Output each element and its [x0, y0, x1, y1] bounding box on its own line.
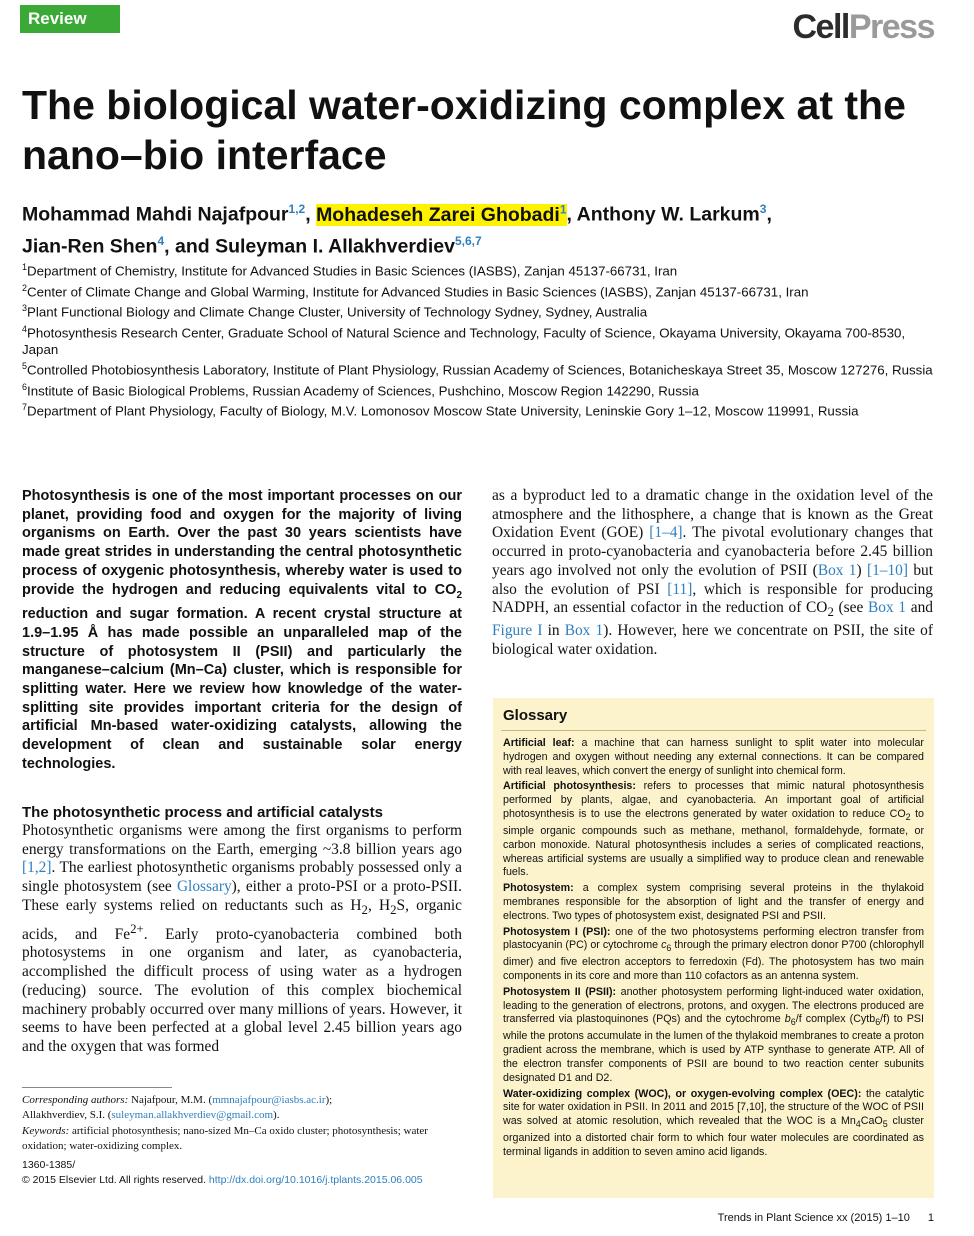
- affil-text: Department of Plant Physiology, Faculty of Biology, M.V. Lomonosov Moscow State University, Leninskie Gory 1–12, Moscow 119991, Russia: [27, 403, 859, 419]
- footnotes: [22, 1093, 467, 1154]
- italic-symbol: b: [784, 1013, 791, 1026]
- logo-press-text: Press: [848, 8, 934, 46]
- glossary-definition: one of the two photosystems performing electron transfer from plastocyanin (PC) or cytochrome: [503, 925, 925, 952]
- abstract: [22, 487, 462, 773]
- glossary-entry: [503, 780, 924, 880]
- glossary-term: Water-oxidizing complex (WOC), or oxygen-evolving complex (OEC):: [503, 1087, 862, 1100]
- body-text: in: [542, 622, 565, 639]
- abstract-text: reduction and sugar formation. A recent crystal structure at 1.9–1.95 Å has made possible an unparalleled map of the structure of photosystem II (PSII) and particularly the manganese–calcium (Mn–Ca) cluster, which is responsible for splitting water. Here we review how knowledge of the water-splitting site provides important criteria for the design of artificial Mn-based water-oxidizing catalysts, allowing the development of clean and sustainable solar energy technologies.: [22, 606, 462, 772]
- cellpress-logo: [793, 8, 935, 47]
- italic-symbol: c: [661, 939, 667, 952]
- body-text: . The earliest photosynthetic organisms probably possessed only a single photosystem (see: [22, 859, 462, 896]
- footnote-divider: [22, 1087, 172, 1088]
- affil-text: Center of Climate Change and Global Warming, Institute for Advanced Studies in Basic Sciences (IASBS), Zanjan 45137-66731, Iran: [27, 283, 809, 299]
- citation-link[interactable]: [1–10]: [866, 561, 909, 579]
- badge-label: Review: [28, 9, 87, 28]
- superscript: 2+: [130, 921, 144, 936]
- glossary-term: Artificial photosynthesis:: [503, 780, 636, 793]
- figure-link[interactable]: Figure I: [492, 622, 543, 639]
- glossary-term: Artificial leaf:: [503, 737, 575, 749]
- subscript: 2: [456, 589, 462, 601]
- affil-num: 4: [22, 323, 28, 334]
- glossary-term: Photosystem II (PSII):: [503, 985, 617, 998]
- email-link[interactable]: mmnajafpour@iasbs.ac.ir: [212, 1094, 326, 1106]
- subscript: 4: [855, 1119, 861, 1130]
- body-text: . Early proto-cyanobacteria combined both photosystems in one organism and later, as cyanobacteria, accomplished the difficult process of using water as a hydrogen (reducing) source. The evolution of this complex biochemical machinery probably occurred over many millions of years. However, it seems to have been perfected at a global level 2.45 billion years ago and the oxygen that was formed: [22, 925, 462, 1055]
- affil-num: 3: [22, 303, 28, 314]
- box-link[interactable]: Box 1: [564, 622, 604, 639]
- glossary-entry: [503, 737, 924, 778]
- page-number: 1: [927, 1212, 934, 1224]
- body-text: (see: [833, 599, 869, 617]
- subscript: 2: [827, 605, 834, 620]
- body-text: S, organic acids, and Fe: [22, 896, 462, 943]
- copyright-line: [22, 1173, 423, 1188]
- affiliation-item: [22, 399, 942, 420]
- issn: 1360-1385/: [22, 1159, 76, 1171]
- publication-info: [22, 1158, 423, 1188]
- glossary-definition: a complex system comprising several proteins in the thylakoid membranes responsible for the absorption of light and the transfer of energy and electrons. Two types of photosystem exist, designated PSI and PSII.: [503, 882, 924, 922]
- author-sep: ,: [566, 203, 577, 226]
- footnote-text: Najafpour, M.M. (: [128, 1094, 213, 1106]
- author-sep: ,: [305, 203, 317, 226]
- glossary-definition: through the primary electron donor P700 (chlorophyll dimer) and five electron acceptors to ferredoxin (Fd). The photosystem has two main components in its core and more than 110 cofactors as an antenna system.: [503, 939, 925, 983]
- author-affil-ref[interactable]: 1,2: [288, 202, 306, 216]
- glossary-definition: refers to processes that mimic natural photosynthesis performed by plants, algae, and cyanobacteria. An important goal of artificial photosynthesis is to use the electrons generated by water oxidation to reduce CO: [503, 780, 924, 820]
- author-name-highlighted: [316, 204, 566, 226]
- affil-text: Photosynthesis Research Center, Graduate School of Natural Science and Technology, Faculty of Science, Okayama University, Okayama 700-8530, Japan: [22, 324, 906, 358]
- author-sep: , and: [164, 235, 216, 257]
- glossary-definition: CaO: [860, 1115, 883, 1128]
- author-affil-ref[interactable]: 3: [759, 202, 767, 216]
- affil-num: 2: [22, 282, 28, 293]
- body-text: , H: [367, 896, 391, 914]
- footnote-label: Keywords:: [22, 1124, 70, 1137]
- author-affil-ref[interactable]: 5,6,7: [454, 233, 482, 248]
- body-text: but also the evolution of PSI: [492, 561, 934, 598]
- glossary-entry: [503, 882, 924, 923]
- author-name: Mohadeseh Zarei Ghobadi: [316, 203, 560, 226]
- box-link[interactable]: Box 1: [817, 561, 857, 579]
- author-affil-ref[interactable]: 1: [559, 202, 567, 216]
- corresponding-authors-2: [22, 1108, 467, 1123]
- body-text: as a byproduct led to a dramatic change in the oxidation level of the atmosphere and the lithosphere, a change that is known as the Great Oxidation Event (GOE): [492, 487, 933, 542]
- body-text-left: [22, 822, 462, 1057]
- glossary-definition: to simple organic compounds such as methane, methanol, formaldehyde, formate, or carbon monoxide. Natural photosynthesis includes a series of complicated reactions, whereas artificial systems are usually a simplified way to produce clean and renewable fuels.: [503, 807, 924, 879]
- affil-num: 6: [22, 381, 28, 392]
- glossary-title: Glossary: [503, 707, 568, 724]
- glossary-definition: /f) to PSI while the protons accumulate in the lumen of the thylakoid membranes to create a proton gradient across the membrane, which is used by ATP synthase to generate ATP. All of the electron transfer components of PSII are bound to two reaction center subunits designated D1 and D2.: [503, 1013, 925, 1084]
- glossary-entry: [503, 986, 924, 1086]
- author-affil-ref[interactable]: 4: [157, 233, 165, 248]
- glossary-definition: a machine that can harness sunlight to split water into molecular hydrogen and oxygen without needing any external connections. It can be compared with real leaves, which convert the energy of sunlight into chemical form.: [503, 737, 924, 777]
- body-text: ). However, here we concentrate on PSII, the site of biological water oxidation.: [492, 622, 934, 658]
- glossary-divider: [501, 730, 926, 731]
- footnote-text: ).: [273, 1109, 280, 1122]
- footnote-text: );: [325, 1094, 333, 1106]
- affiliation-list: [22, 259, 942, 420]
- affiliation-item: [22, 300, 942, 321]
- subscript: 6: [875, 1017, 881, 1028]
- author-name: Suleyman I. Allakhverdiev: [215, 235, 455, 257]
- glossary-definition: the catalytic site for water oxidation in PSII. In 2011 and 2015 [7,10], the structure of the WOC of PSII was solved at atomic resolution, which revealed that the WOC is a Mn: [503, 1087, 924, 1128]
- author-name: Anthony W. Larkum: [576, 203, 760, 226]
- journal-citation: Trends in Plant Science xx (2015) 1–10: [717, 1212, 910, 1224]
- page-footer: [718, 1212, 934, 1224]
- glossary-entries: [503, 737, 924, 1162]
- affiliation-item: [22, 358, 942, 379]
- affiliation-item: [22, 321, 942, 359]
- section-heading: The photosynthetic process and artificial catalysts: [22, 804, 383, 821]
- citation-link[interactable]: [11]: [667, 580, 693, 598]
- author-name: Jian-Ren Shen: [22, 235, 158, 257]
- subscript: 5: [882, 1119, 888, 1130]
- author-name: Mohammad Mahdi Najafpour: [22, 203, 289, 226]
- citation-link[interactable]: [1,2]: [22, 859, 52, 877]
- affil-num: 7: [22, 402, 28, 413]
- email-link[interactable]: suleyman.allakhverdiev@gmail.com: [111, 1109, 274, 1122]
- keywords: [22, 1124, 467, 1155]
- author-list: [22, 196, 952, 259]
- glossary-term: Photosystem I (PSI):: [503, 925, 611, 938]
- affil-text: Controlled Photobiosynthesis Laboratory, Institute of Plant Physiology, Russian Academy of Sciences, Botanicheskaya Street 35, Moscow 127276, Russia: [27, 362, 933, 378]
- logo-cell-text: Cell: [792, 8, 849, 46]
- corresponding-authors: [22, 1093, 467, 1108]
- glossary-entry: [503, 926, 924, 984]
- affil-text: Plant Functional Biology and Climate Change Cluster, University of Technology Sydney, Sydney, Australia: [27, 304, 648, 320]
- glossary-term: Photosystem:: [503, 882, 574, 895]
- body-text: and: [906, 599, 933, 617]
- body-text: , which is responsible for producing NADPH, an essential cofactor in the reduction of CO: [492, 580, 933, 617]
- affil-text: Department of Chemistry, Institute for Advanced Studies in Basic Sciences (IASBS), Zanjan 45137-66731, Iran: [27, 263, 678, 279]
- glossary-definition: /f complex (Cytb: [795, 1013, 876, 1026]
- doi-link[interactable]: http://dx.doi.org/10.1016/j.tplants.2015.06.005: [208, 1174, 423, 1186]
- footnote-text: Allakhverdiev, S.I. (: [22, 1109, 112, 1122]
- footnote-label: Corresponding authors:: [22, 1094, 129, 1106]
- affiliation-item: [22, 280, 942, 301]
- copyright-text: © 2015 Elsevier Ltd. All rights reserved.: [22, 1174, 209, 1186]
- glossary-entry: [503, 1088, 924, 1160]
- body-text: ): [856, 561, 867, 579]
- citation-link[interactable]: [1–4]: [649, 524, 683, 542]
- affiliation-item: [22, 259, 942, 280]
- article-type-badge: [20, 5, 120, 33]
- subscript: 2: [390, 902, 397, 917]
- glossary-box: [493, 698, 934, 1198]
- body-text: Photosynthetic organisms were among the first organisms to perform energy transformations on the Earth, emerging ~3.8 billion years ago: [22, 822, 462, 858]
- subscript: 6: [666, 943, 672, 954]
- box-link[interactable]: Box 1: [868, 599, 907, 617]
- subscript: 2: [361, 902, 368, 917]
- subscript: 2: [905, 812, 911, 823]
- affil-num: 5: [22, 361, 28, 372]
- footnote-text: artificial photosynthesis; nano-sized Mn–Ca oxido cluster; photosynthesis; water oxidation; water-oxidizing complex.: [22, 1124, 428, 1152]
- glossary-link[interactable]: Glossary: [176, 878, 232, 896]
- affil-text: Institute of Basic Biological Problems, Russian Academy of Sciences, Pushchino, Moscow Region 142290, Russia: [27, 383, 699, 399]
- glossary-definition: cluster organized into a distorted chair form to which four water molecules are coordinated as terminal ligands in addition to seven amino acid ligands.: [503, 1115, 924, 1158]
- body-text-right: [492, 487, 933, 659]
- affiliation-item: [22, 379, 942, 400]
- author-sep: ,: [766, 203, 772, 226]
- abstract-text: Photosynthesis is one of the most important processes on our planet, providing food and oxygen for the majority of living organisms on Earth. Over the past 30 years scientists have made great strides in understanding the central photosynthetic process of oxygenic photosynthesis, whereby water is used to provide the hydrogen and reducing equivalents vital to CO: [22, 488, 462, 598]
- body-text: . The pivotal evolutionary changes that occurred in proto-cyanobacteria and cyanobacteria before 2.45 billion years ago involved not only the evolution of PSII (: [492, 524, 933, 579]
- body-text: ), either a proto-PSI or a proto-PSII. These early systems relied on reductants such as H: [22, 878, 462, 914]
- glossary-definition: another photosystem performing light-induced water oxidation, leading to the generation of electrons, protons, and oxygen. The electrons produced are transferred via plastoquinones (PQs) and the cytochrome: [503, 985, 924, 1026]
- article-title: The biological water-oxidizing complex at the nano–bio interface: [22, 82, 906, 178]
- subscript: 6: [790, 1017, 796, 1028]
- affil-num: 1: [22, 262, 28, 272]
